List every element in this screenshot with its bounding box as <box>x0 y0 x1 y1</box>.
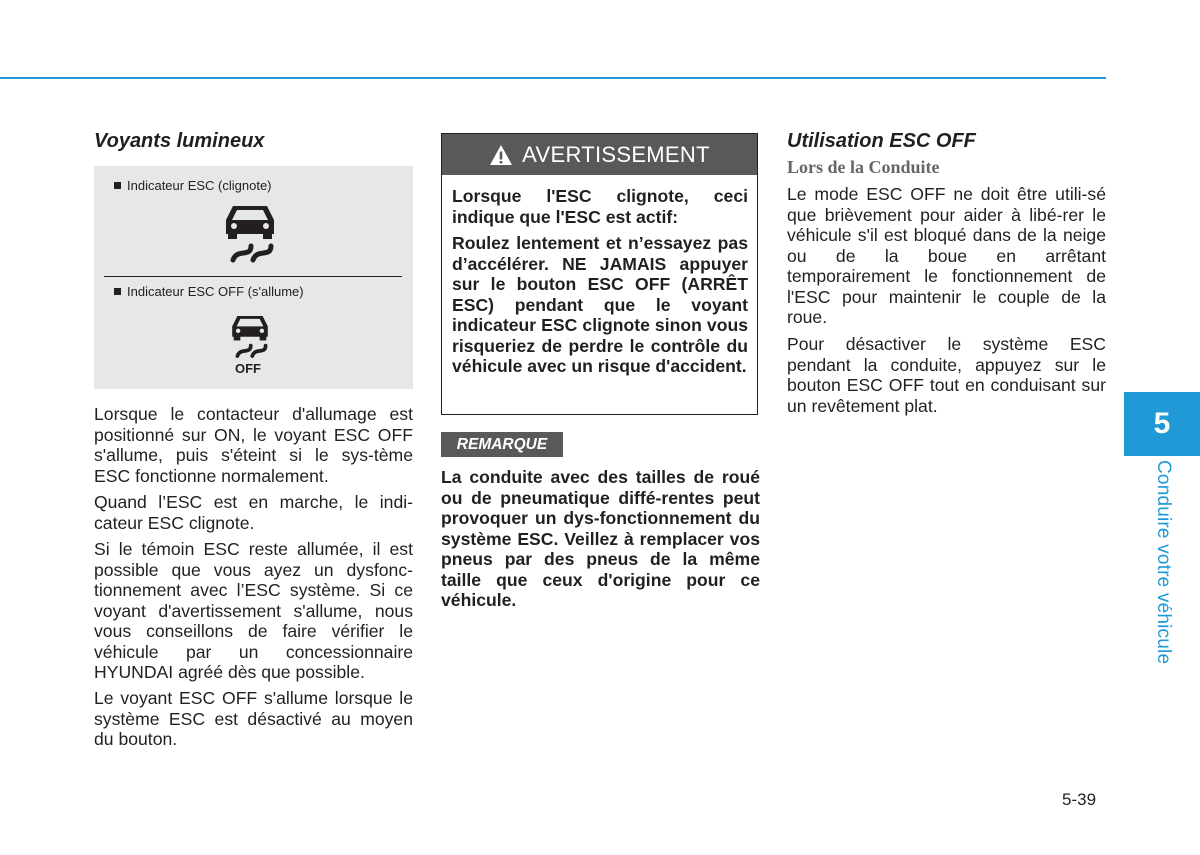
esc-skid-icon <box>219 200 281 266</box>
paragraph: Si le témoin ESC reste allumée, il est possible que vous ayez un dysfonc-tionnement avec l’ESC système. Si ce voyant d'avertissement s'allume, nous vous conseillons de faire vérifier le véhicule par un concessionnaire HYUNDAI agréé dès que possible. <box>94 539 413 682</box>
section-heading-voyants: Voyants lumineux <box>94 130 265 152</box>
indicator-figure <box>94 166 413 389</box>
warning-triangle-icon <box>489 144 513 166</box>
paragraph: Lorsque le contacteur d'allumage est positionné sur ON, le voyant ESC OFF s'allume, puis s'éteint si le sys-tème ESC fonctionne normalement. <box>94 404 413 486</box>
warning-header <box>442 134 757 175</box>
paragraph: Le mode ESC OFF ne doit être utili-sé que brièvement pour aider à libé-rer le véhicule s'il est bloqué dans de la neige ou de la boue en arrêtant temporairement le fonctionnement de l'ESC pour maintenir le couple de la roue. <box>787 184 1106 327</box>
chapter-title-vertical: Conduire votre véhicule <box>1153 460 1174 665</box>
subheading-conduite: Lors de la Conduite <box>787 157 940 177</box>
figure-caption-esc: Indicateur ESC (clignote) <box>114 178 272 193</box>
chapter-number-tab: 5 <box>1124 392 1200 456</box>
note-badge: REMARQUE <box>441 432 563 457</box>
paragraph: Le voyant ESC OFF s'allume lorsque le système ESC est désactivé au moyen du bouton. <box>94 688 413 749</box>
warning-title: AVERTISSEMENT <box>522 141 710 167</box>
paragraph: Quand l’ESC est en marche, le indi-cateur ESC clignote. <box>94 492 413 533</box>
note-paragraph: La conduite avec des tailles de roué ou de pneumatique diffé-rentes peut provoquer un dys-fonctionnement du système ESC. Veillez à remplacer vos pneus par des pneus de la même taille que ceux d'origine pour ce véhicule. <box>441 467 760 610</box>
header-rule <box>0 77 1106 79</box>
page-number: 5-39 <box>1062 790 1097 809</box>
bullet-square-icon <box>114 182 121 189</box>
warning-paragraph: Roulez lentement et n’essayez pas d’accélérer. NE JAMAIS appuyer sur le bouton ESC OFF (ARRÊT ESC) pendant que le voyant indicateur ESC clignote sinon vous risqueriez de perdre le contrôle du véhicule avec un risque d'accident. <box>452 233 748 376</box>
warning-paragraph: Lorsque l'ESC clignote, ceci indique que l'ESC est actif: <box>452 186 748 227</box>
figure-divider <box>104 276 402 277</box>
section-heading-esc-off: Utilisation ESC OFF <box>787 130 976 152</box>
paragraph: Pour désactiver le système ESC pendant la conduite, appuyez sur le bouton ESC OFF tout en conduisant sur un revêtement plat. <box>787 334 1106 416</box>
figure-caption-esc-off: Indicateur ESC OFF (s'allume) <box>114 284 304 299</box>
off-label: OFF <box>235 361 261 376</box>
esc-off-skid-icon <box>227 311 273 361</box>
bullet-square-icon <box>114 288 121 295</box>
